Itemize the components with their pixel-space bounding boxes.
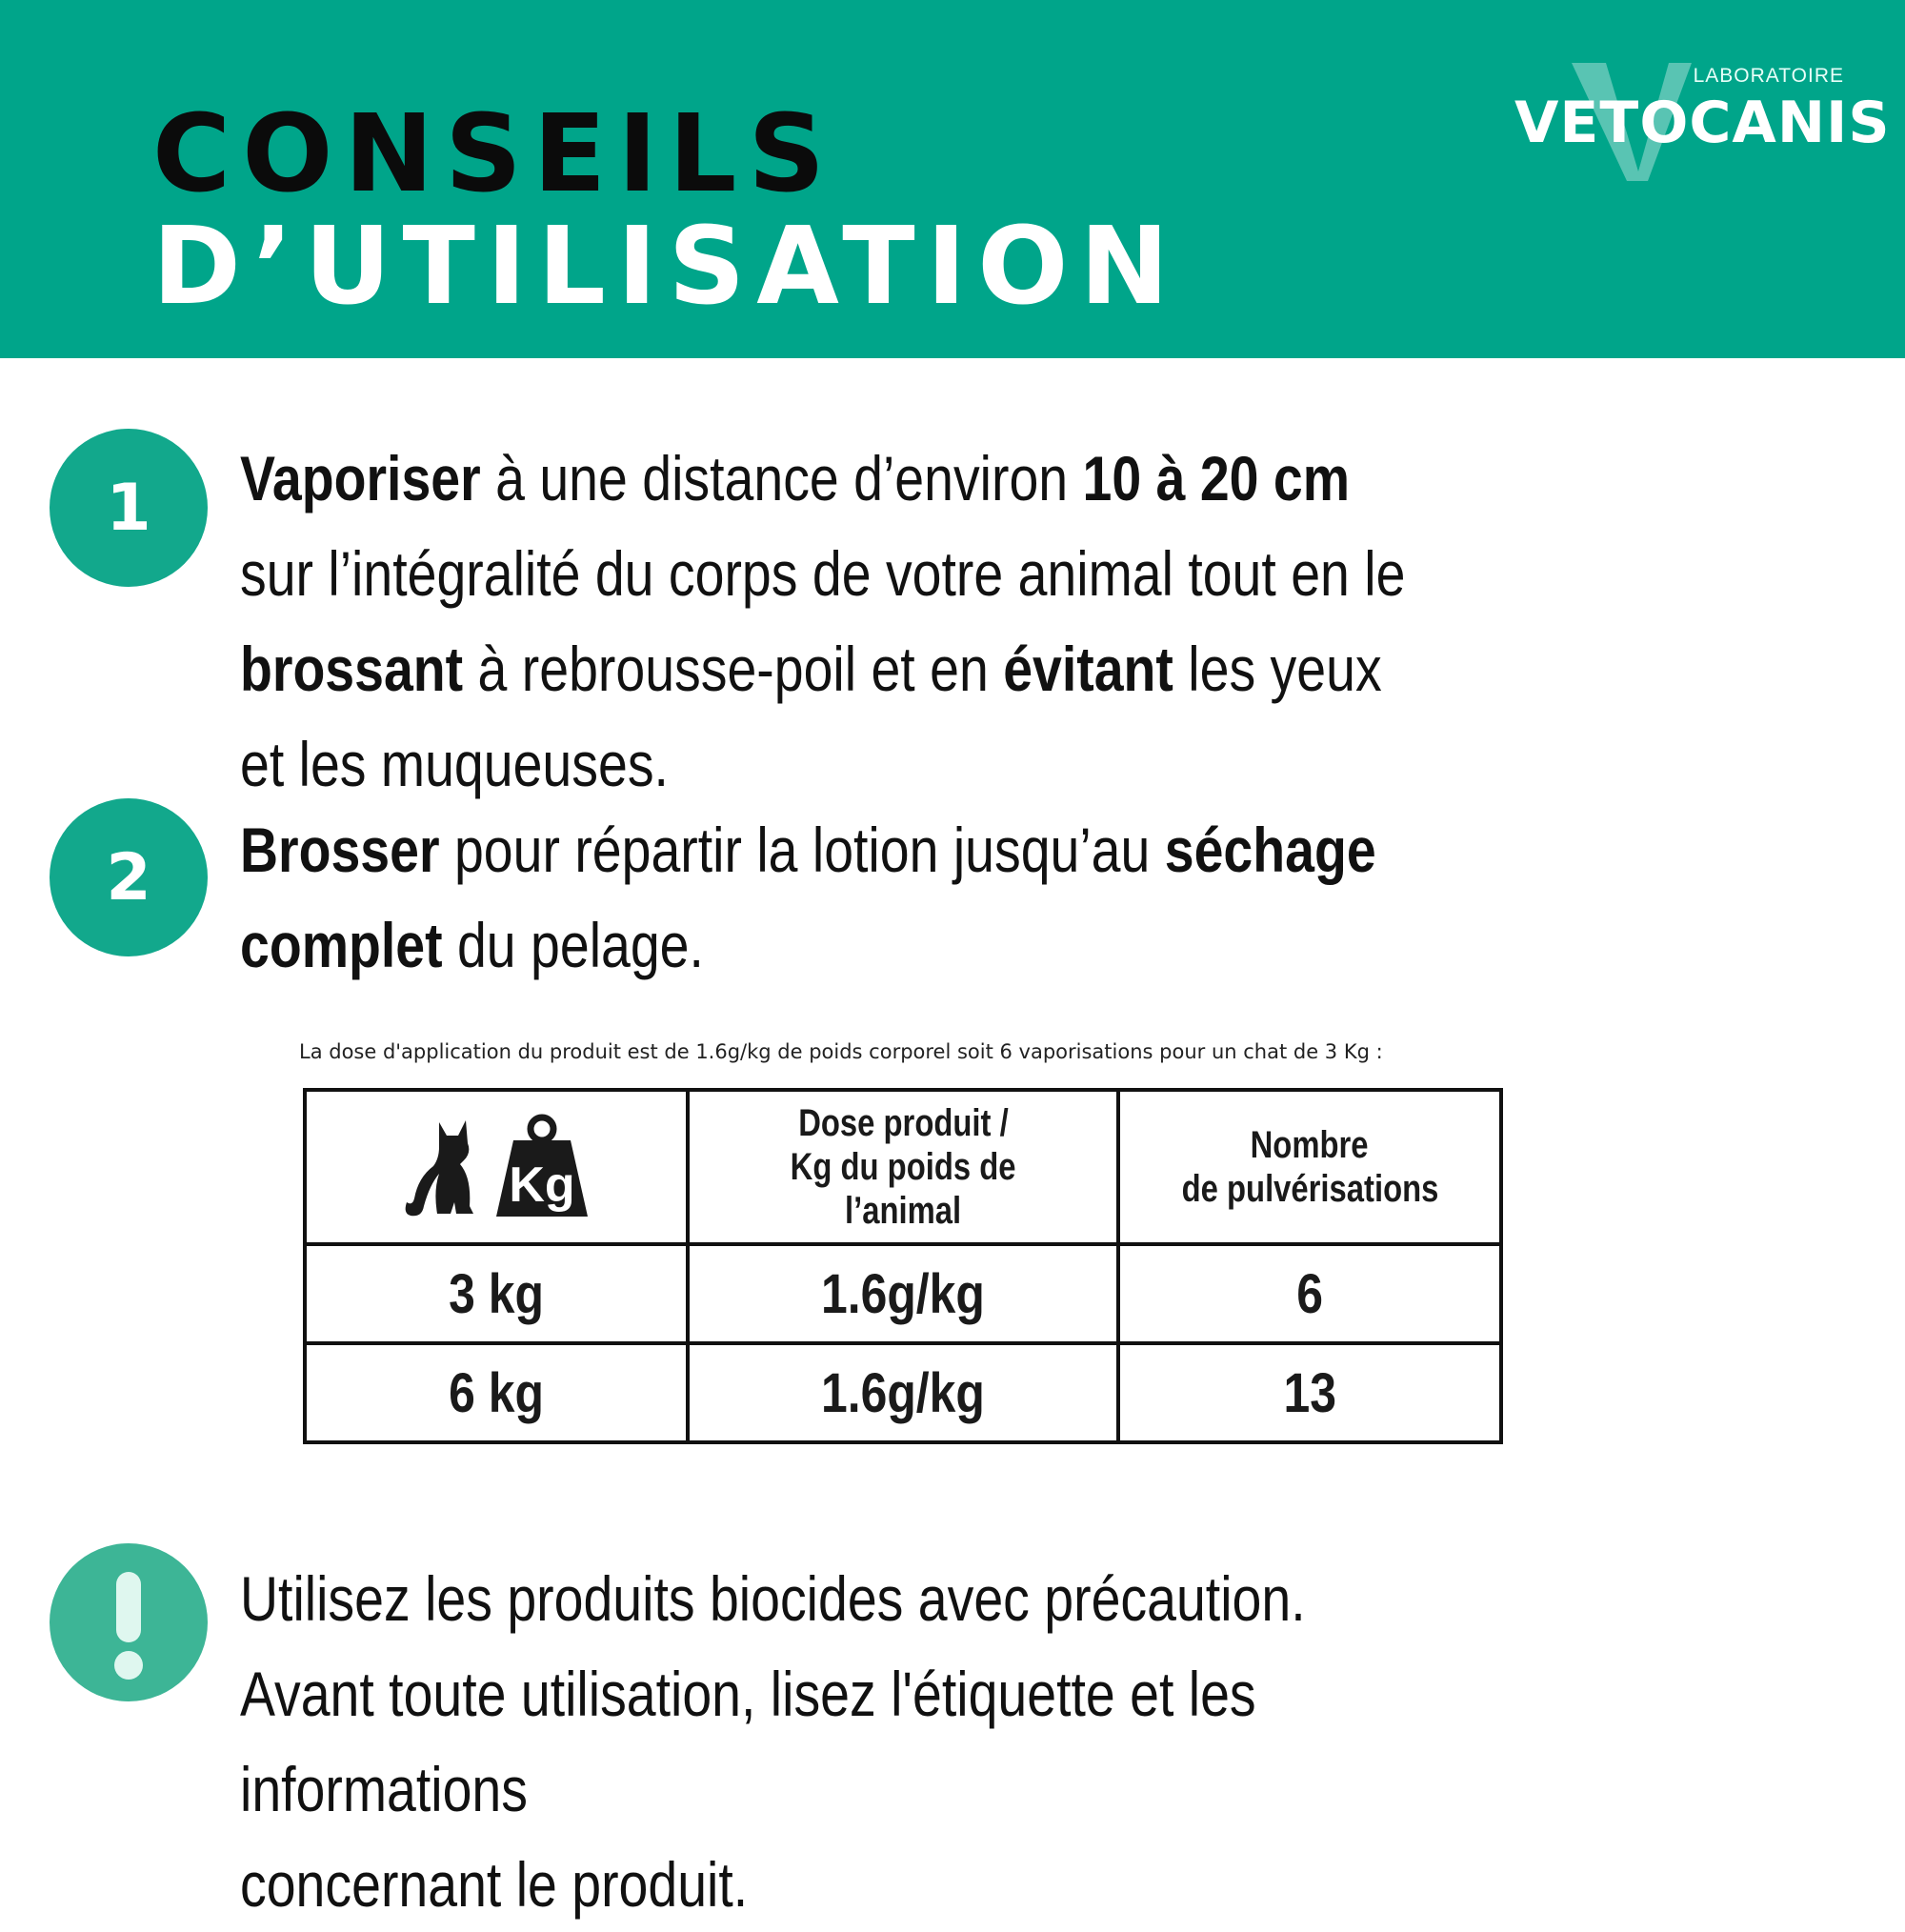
emphasis-text: évitant: [1003, 634, 1173, 704]
table-header-dose-line1: Dose produit /: [797, 1102, 1009, 1144]
table-header-count-line2: de pulvérisations: [1181, 1168, 1438, 1210]
table-row: [305, 1244, 1501, 1343]
table-cell-weight: [305, 1343, 688, 1442]
table-header-count: [1118, 1090, 1501, 1244]
cat-icon: [401, 1115, 481, 1219]
cell-value: 13: [1283, 1361, 1336, 1424]
cell-value: 1.6g/kg: [821, 1262, 985, 1325]
dose-note: La dose d'application du produit est de 1.6g/kg de poids corporel soit 6 vaporisations pour un chat de 3 Kg :: [299, 1040, 1383, 1063]
body-text: pour répartir la lotion jusqu’au: [439, 815, 1165, 885]
emphasis-text: Brosser: [240, 815, 440, 885]
cell-value: 1.6g/kg: [821, 1361, 985, 1424]
step-2-text: [240, 802, 1424, 993]
body-text: à une distance d’environ: [480, 443, 1083, 513]
body-text: sur l’intégralité du corps de votre animal tout en le: [240, 538, 1406, 609]
cell-value: 6 kg: [449, 1361, 544, 1424]
table-header-row: [305, 1090, 1501, 1244]
table-cell-dose: [688, 1244, 1118, 1343]
table-cell-count: [1118, 1343, 1501, 1442]
emphasis-text: 10 à 20 cm: [1082, 443, 1351, 513]
table-header-dose-line2: Kg du poids de l’animal: [790, 1146, 1016, 1232]
warning-line-3: concernant le produit.: [240, 1849, 749, 1920]
brand-logo: [1505, 57, 1891, 191]
page-title-line1: CONSEILS: [152, 92, 837, 216]
page-title-line2: D’UTILISATION: [152, 205, 1181, 329]
table-cell-dose: [688, 1343, 1118, 1442]
table-cell-weight: [305, 1244, 688, 1343]
body-text: du pelage.: [442, 910, 704, 980]
emphasis-text: séchage complet: [240, 815, 1376, 980]
warning-line-1: Utilisez les produits biocides avec précaution.: [240, 1563, 1306, 1634]
step-1-text: [240, 431, 1424, 812]
body-text: à rebrousse-poil et en: [463, 634, 1004, 704]
table-header-count-line1: Nombre: [1251, 1124, 1369, 1166]
emphasis-text: brossant: [240, 634, 464, 704]
table-header-icons: [305, 1090, 688, 1244]
step-number-1: 1: [50, 429, 208, 587]
brand-lab-label: LABORATOIRE: [1693, 65, 1844, 87]
table-row: [305, 1343, 1501, 1442]
dose-table: [303, 1088, 1503, 1444]
table-cell-count: [1118, 1244, 1501, 1343]
step-number-2: 2: [50, 798, 208, 956]
emphasis-text: Vaporiser: [240, 443, 481, 513]
body-text: les yeux et les muqueuses.: [240, 634, 1382, 799]
warning-circle: [50, 1543, 208, 1701]
warning-line-2: Avant toute utilisation, lisez l'étiquette et les informations: [240, 1659, 1256, 1824]
table-header-dose: [688, 1090, 1118, 1244]
cell-value: 6: [1296, 1262, 1323, 1325]
warning-text: [240, 1551, 1424, 1932]
weight-icon-label: Kg: [509, 1157, 575, 1213]
exclamation-icon: [50, 1543, 208, 1701]
header-banner: [0, 0, 1905, 358]
brand-name: VETOCANIS: [1514, 90, 1891, 156]
cell-value: 3 kg: [449, 1262, 544, 1325]
weight-icon: [492, 1114, 592, 1220]
